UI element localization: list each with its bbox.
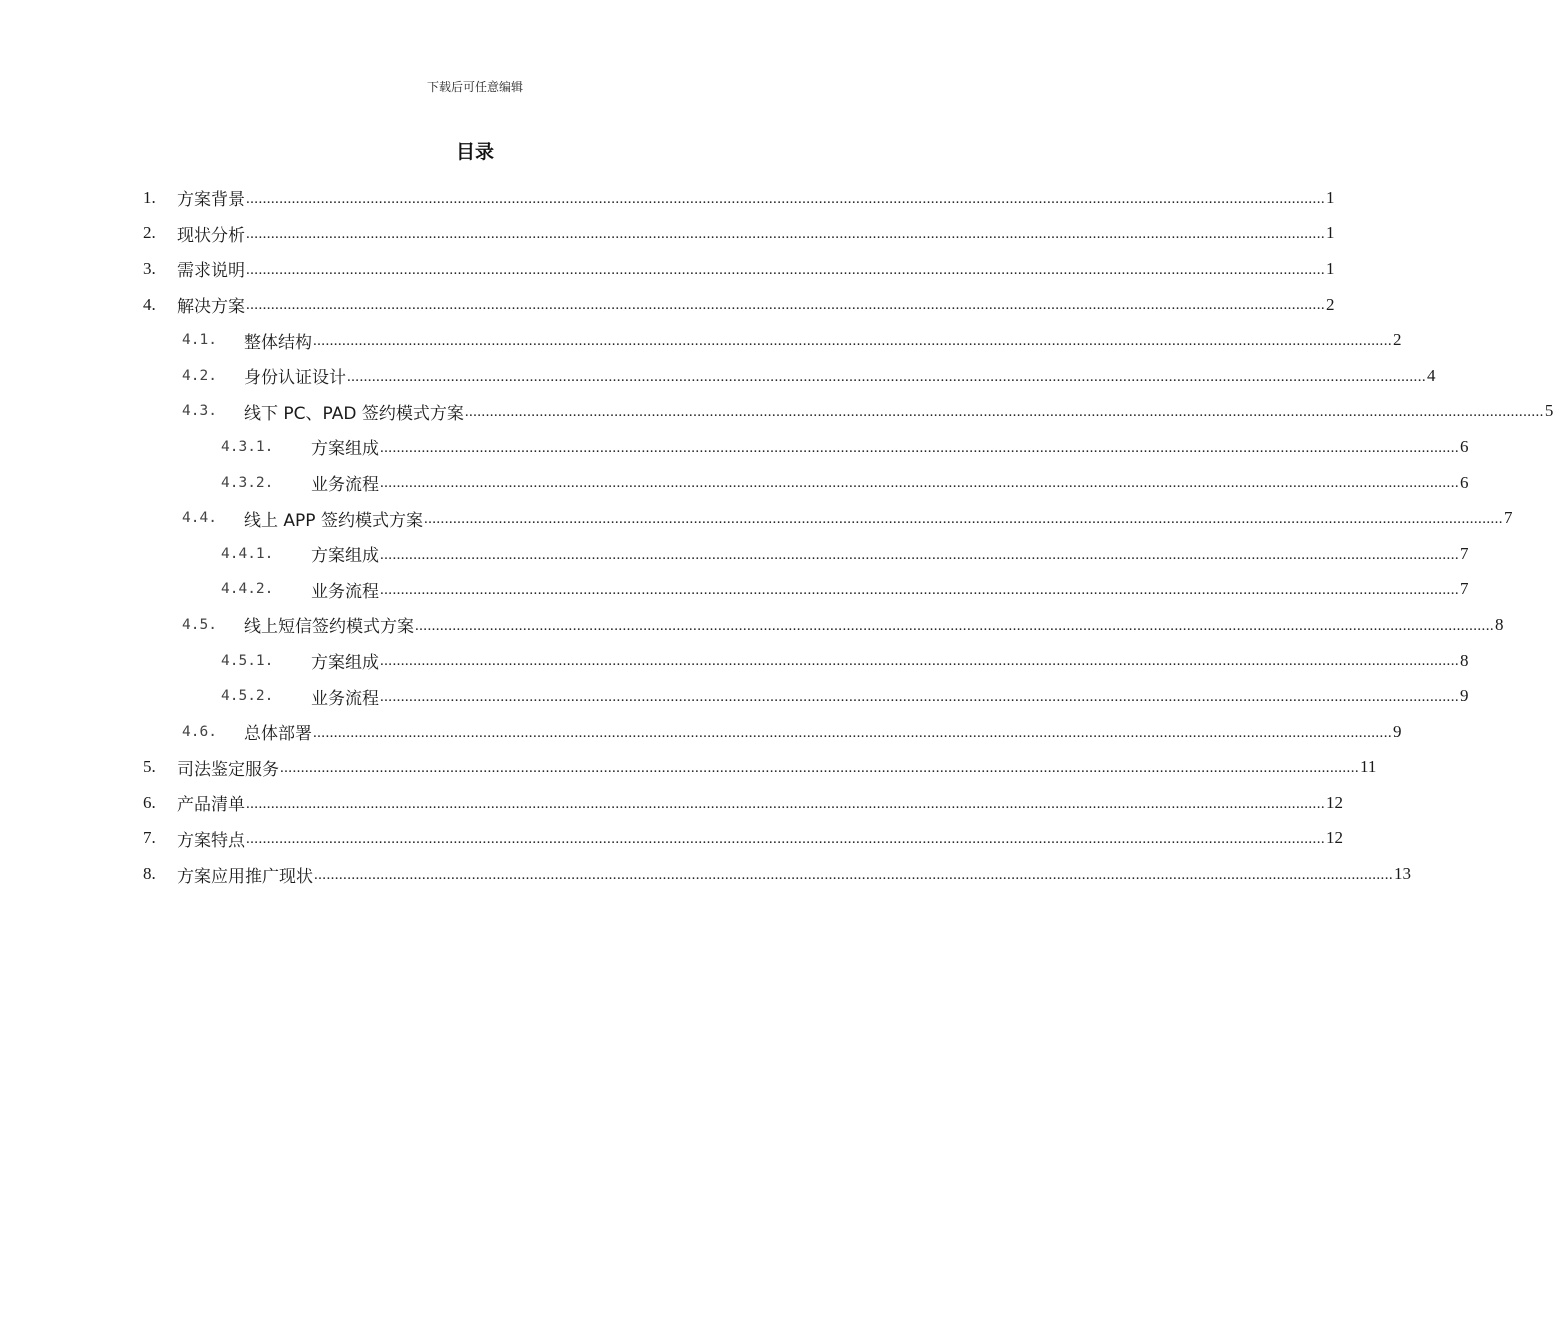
toc-title: 目录 xyxy=(455,141,494,163)
toc-entry-number: 4.5.1. xyxy=(221,652,274,669)
toc-entry-label[interactable]: 线上短信签约模式方案 xyxy=(244,617,414,638)
toc-entry[interactable] xyxy=(143,821,1343,857)
toc-entry-label[interactable]: 方案背景 xyxy=(177,190,245,211)
page-header: 下载后可任意编辑 xyxy=(426,80,523,94)
toc-entry-label[interactable]: 业务流程 xyxy=(311,581,379,602)
toc-dot-leader: .................................................................................................................................................................................................................................................................... xyxy=(246,297,1325,314)
toc-entry[interactable] xyxy=(143,429,1469,465)
toc-entry-number: 1. xyxy=(143,187,156,207)
toc-entry-label[interactable]: 方案特点 xyxy=(177,830,245,851)
toc-entry-page-number[interactable]: 11 xyxy=(1360,757,1377,777)
toc-dot-leader: .................................................................................................................................................................................................................................................................... xyxy=(380,653,1459,670)
toc-entry-number: 7. xyxy=(143,828,156,848)
toc-dot-leader: .................................................................................................................................................................................................................................................................... xyxy=(246,795,1325,812)
toc-entry-page-number[interactable]: 6 xyxy=(1460,436,1469,456)
toc-entry-label[interactable]: 线下 PC、PAD 签约模式方案 xyxy=(244,403,464,424)
toc-dot-leader: .................................................................................................................................................................................................................................................................... xyxy=(464,404,1544,421)
toc-entry-number: 4. xyxy=(143,294,156,314)
toc-entry[interactable] xyxy=(143,216,1335,252)
toc-entry-label[interactable]: 解决方案 xyxy=(177,297,245,318)
toc-entry-label[interactable]: 线上 APP 签约模式方案 xyxy=(244,510,423,531)
toc-entry[interactable] xyxy=(143,643,1469,679)
toc-dot-leader: .................................................................................................................................................................................................................................................................... xyxy=(246,226,1325,243)
toc-entry[interactable] xyxy=(143,750,1377,786)
toc-entry[interactable] xyxy=(143,322,1402,358)
toc-dot-leader: .................................................................................................................................................................................................................................................................... xyxy=(423,510,1503,527)
toc-entry-page-number[interactable]: 2 xyxy=(1326,294,1335,314)
toc-entry[interactable] xyxy=(143,607,1504,643)
toc-entry[interactable] xyxy=(143,180,1335,216)
toc-dot-leader: .................................................................................................................................................................................................................................................................... xyxy=(313,724,1392,741)
toc-entry-number: 4.3.2. xyxy=(221,474,274,491)
toc-entry-label[interactable]: 业务流程 xyxy=(311,475,379,496)
toc-entry[interactable] xyxy=(143,856,1411,892)
toc-entry-page-number[interactable]: 1 xyxy=(1326,223,1335,243)
toc-entry-page-number[interactable]: 12 xyxy=(1326,792,1343,812)
toc-dot-leader: .................................................................................................................................................................................................................................................................... xyxy=(415,617,1494,634)
toc-entry[interactable] xyxy=(143,536,1469,572)
toc-dot-leader: .................................................................................................................................................................................................................................................................... xyxy=(380,439,1459,456)
toc-entry-label[interactable]: 方案组成 xyxy=(311,439,379,460)
toc-entry-page-number[interactable]: 8 xyxy=(1495,614,1504,634)
toc-entry-number: 4.2. xyxy=(182,367,217,384)
toc-entry-number: 4.5.2. xyxy=(221,688,274,705)
toc-dot-leader: .................................................................................................................................................................................................................................................................... xyxy=(246,261,1325,278)
toc-dot-leader: .................................................................................................................................................................................................................................................................... xyxy=(280,760,1359,777)
toc-dot-leader: .................................................................................................................................................................................................................................................................... xyxy=(380,688,1459,705)
toc-dot-leader: .................................................................................................................................................................................................................................................................... xyxy=(246,190,1325,207)
toc-entry-number: 8. xyxy=(143,864,156,884)
toc-entry-page-number[interactable]: 2 xyxy=(1393,330,1402,350)
toc-entry-number: 4.4.2. xyxy=(221,581,274,598)
toc-entry-page-number[interactable]: 12 xyxy=(1326,828,1343,848)
table-of-contents xyxy=(143,180,1553,892)
toc-dot-leader: .................................................................................................................................................................................................................................................................... xyxy=(380,582,1459,599)
toc-entry-number: 4.4. xyxy=(182,510,217,527)
toc-entry-number: 4.3.1. xyxy=(221,438,274,455)
toc-entry[interactable] xyxy=(143,394,1553,430)
toc-entry-label[interactable]: 需求说明 xyxy=(177,261,245,282)
toc-entry-page-number[interactable]: 5 xyxy=(1544,401,1553,421)
toc-entry[interactable] xyxy=(143,465,1469,501)
toc-entry-number: 4.4.1. xyxy=(221,545,274,562)
toc-entry[interactable] xyxy=(143,678,1469,714)
toc-entry-page-number[interactable]: 7 xyxy=(1460,543,1469,563)
toc-entry-page-number[interactable]: 1 xyxy=(1326,187,1335,207)
toc-dot-leader: .................................................................................................................................................................................................................................................................... xyxy=(347,368,1426,385)
toc-entry-number: 4.6. xyxy=(182,723,217,740)
toc-entry-page-number[interactable]: 7 xyxy=(1503,508,1513,528)
toc-entry-number: 5. xyxy=(143,757,156,777)
toc-entry-number: 3. xyxy=(143,258,156,278)
toc-entry-page-number[interactable]: 9 xyxy=(1460,686,1469,706)
toc-entry[interactable] xyxy=(143,572,1469,608)
toc-entry-number: 4.1. xyxy=(182,332,217,349)
toc-entry-label[interactable]: 整体结构 xyxy=(244,332,312,353)
toc-entry[interactable] xyxy=(143,500,1513,536)
toc-entry-label[interactable]: 现状分析 xyxy=(177,225,245,246)
toc-entry-label[interactable]: 产品清单 xyxy=(177,795,245,816)
toc-dot-leader: .................................................................................................................................................................................................................................................................... xyxy=(314,866,1393,883)
toc-entry[interactable] xyxy=(143,251,1335,287)
toc-entry-label[interactable]: 方案组成 xyxy=(311,653,379,674)
toc-entry-label[interactable]: 方案组成 xyxy=(311,546,379,567)
toc-entry-number: 4.5. xyxy=(182,616,217,633)
toc-entry-number: 4.3. xyxy=(182,403,217,420)
toc-entry-label[interactable]: 方案应用推广现状 xyxy=(177,866,313,887)
toc-entry-number: 2. xyxy=(143,223,156,243)
toc-entry[interactable] xyxy=(143,785,1343,821)
toc-dot-leader: .................................................................................................................................................................................................................................................................... xyxy=(246,831,1325,848)
toc-dot-leader: .................................................................................................................................................................................................................................................................... xyxy=(380,546,1459,563)
toc-dot-leader: .................................................................................................................................................................................................................................................................... xyxy=(313,332,1392,349)
toc-entry-page-number[interactable]: 9 xyxy=(1393,721,1402,741)
toc-entry-page-number[interactable]: 6 xyxy=(1460,472,1469,492)
toc-entry-page-number[interactable]: 1 xyxy=(1326,258,1335,278)
toc-entry-label[interactable]: 身份认证设计 xyxy=(244,368,346,389)
toc-entry-label[interactable]: 总体部署 xyxy=(244,724,312,745)
toc-entry-page-number[interactable]: 4 xyxy=(1427,365,1436,385)
toc-entry-number: 6. xyxy=(143,792,156,812)
toc-entry-page-number[interactable]: 13 xyxy=(1394,864,1411,884)
toc-entry-label[interactable]: 业务流程 xyxy=(311,688,379,709)
toc-entry-page-number[interactable]: 7 xyxy=(1460,579,1469,599)
toc-dot-leader: .................................................................................................................................................................................................................................................................... xyxy=(380,475,1459,492)
toc-entry[interactable] xyxy=(143,287,1335,323)
toc-entry-label[interactable]: 司法鉴定服务 xyxy=(177,759,279,780)
toc-entry[interactable] xyxy=(143,714,1402,750)
toc-entry[interactable] xyxy=(143,358,1436,394)
toc-entry-page-number[interactable]: 8 xyxy=(1460,650,1469,670)
